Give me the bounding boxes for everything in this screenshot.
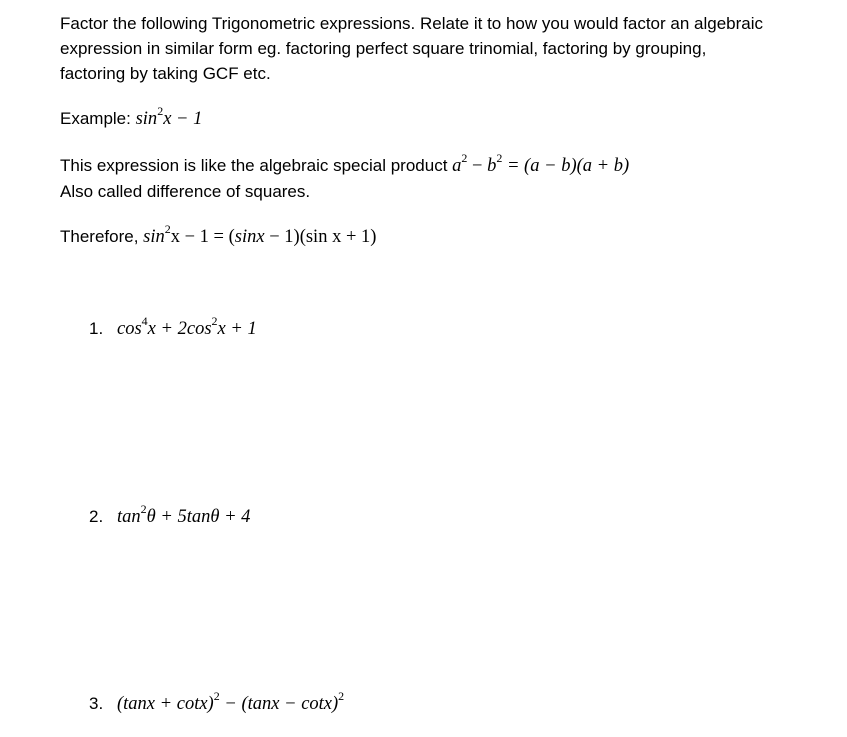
therefore-expression <box>143 221 377 247</box>
problem-3-exponent-1: 2 <box>213 688 220 703</box>
therefore-label: Therefore, <box>60 227 144 246</box>
explanation-paragraph <box>60 150 820 204</box>
explanation-b-exponent: 2 <box>496 150 503 165</box>
problem-1 <box>89 313 257 342</box>
problem-1-number: 1. <box>89 319 104 338</box>
example-line <box>60 103 820 132</box>
therefore-rest: − 1)(sin x + 1) <box>264 227 377 247</box>
explanation-line-1 <box>60 150 820 179</box>
problem-2-part2: θ + 5tanθ + 4 <box>146 507 251 527</box>
problem-3-part1: (tanx + cotx) <box>117 694 214 714</box>
problem-1-part1: cos <box>117 319 142 339</box>
problem-1-exponent-2: 2 <box>211 313 218 328</box>
explanation-rhs: = (a − b)(a + b) <box>502 156 630 176</box>
problem-1-exponent-1: 4 <box>141 313 148 328</box>
example-label: Example: <box>60 109 136 128</box>
problem-3-expression <box>117 688 345 714</box>
problem-3-part2: − (tanx − cotx) <box>219 694 339 714</box>
explanation-formula <box>452 150 630 176</box>
example-rest: x − 1 <box>163 109 203 129</box>
intro-line-2: expression in similar form eg. factoring perfect square trinomial, factoring by grouping, <box>60 39 707 58</box>
intro-line-3: factoring by taking GCF etc. <box>60 64 271 83</box>
therefore-sinx: sinx <box>234 227 265 247</box>
example-exponent: 2 <box>157 103 164 118</box>
therefore-exponent: 2 <box>164 221 171 236</box>
problem-2 <box>89 501 251 530</box>
example-expression <box>135 103 203 129</box>
problem-3 <box>89 688 345 717</box>
example-sin: sin <box>135 109 158 129</box>
intro-paragraph <box>60 11 820 86</box>
explanation-a-exponent: 2 <box>461 150 468 165</box>
problem-2-exponent-1: 2 <box>140 501 147 516</box>
problem-2-expression <box>117 501 251 527</box>
intro-line-1: Factor the following Trigonometric expressions. Relate it to how you would factor an algebraic <box>60 14 764 33</box>
explanation-minus: − <box>467 156 488 176</box>
problem-2-part1: tan <box>117 507 141 527</box>
problem-3-number: 3. <box>89 694 104 713</box>
explanation-line-2: Also called difference of squares. <box>60 182 311 201</box>
explanation-b: b <box>487 156 497 176</box>
therefore-sin: sin <box>143 227 165 247</box>
problem-1-part2: x + 2cos <box>147 319 212 339</box>
explanation-a: a <box>452 156 462 176</box>
explanation-text: This expression is like the algebraic special product <box>60 156 453 175</box>
problem-1-part3: x + 1 <box>217 319 257 339</box>
problem-2-number: 2. <box>89 507 104 526</box>
therefore-line <box>60 221 820 250</box>
problem-1-expression <box>117 313 257 339</box>
therefore-mid: x − 1 = ( <box>170 227 235 247</box>
problem-3-exponent-2: 2 <box>338 688 345 703</box>
